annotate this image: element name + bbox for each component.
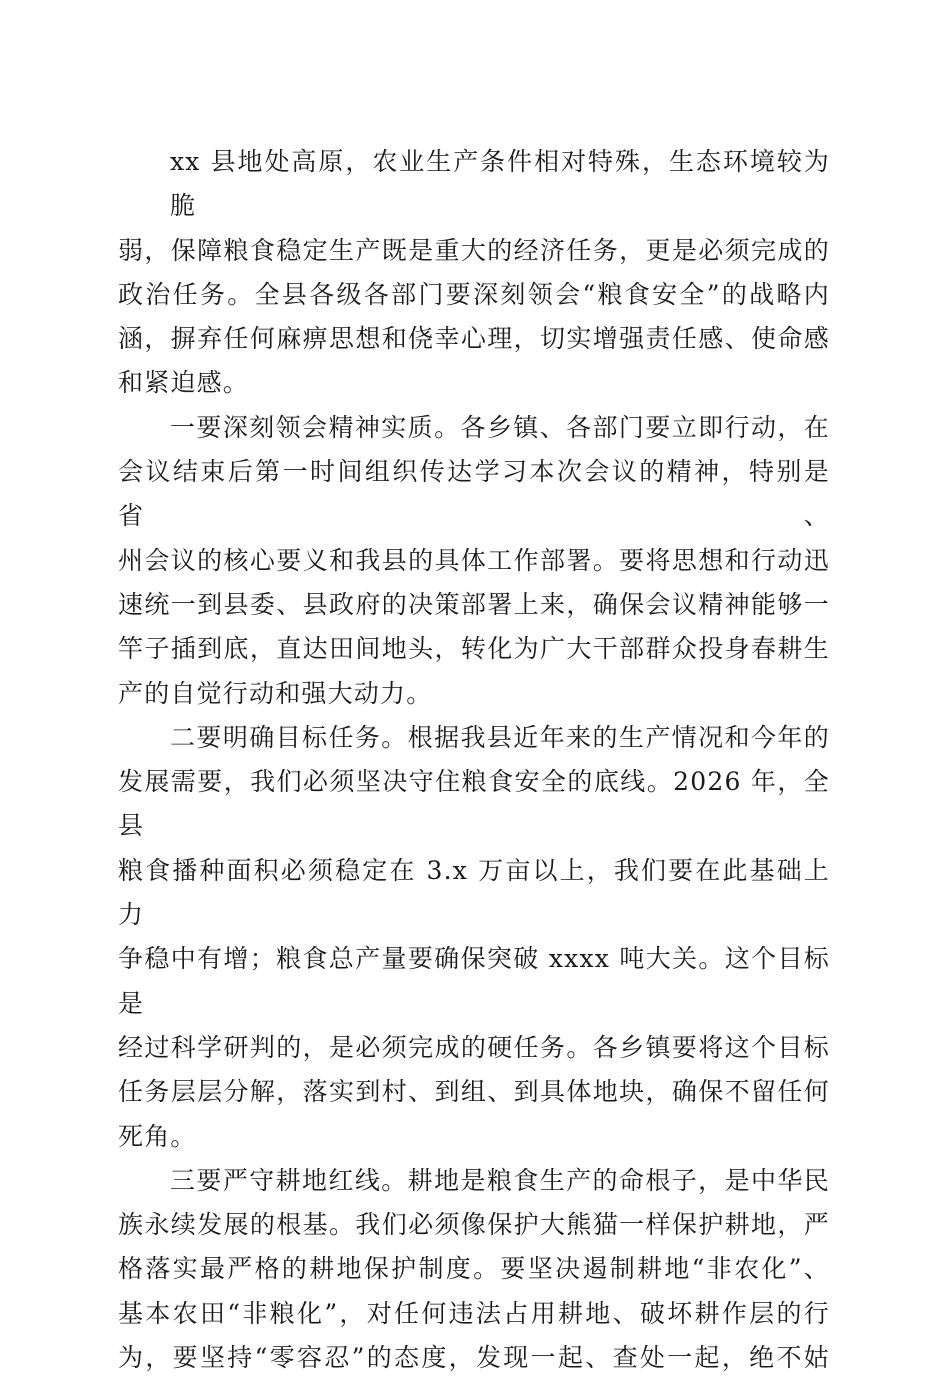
text-line: 为，要坚持“零容忍”的态度，发现一起、查处一起，绝不姑 [118, 1343, 830, 1373]
paragraph-point-three [118, 1159, 830, 1380]
text-line: 州会议的核心要义和我县的具体工作部署。要将思想和行动迅 [118, 545, 830, 575]
text-line: 格落实最严格的耕地保护制度。要坚决遏制耕地“非农化”、 [118, 1254, 830, 1284]
text-line: 任务层层分解，落实到村、到组、到具体地块，确保不留任何 [118, 1077, 830, 1107]
text-line: 竿子插到底，直达田间地头，转化为广大干部群众投身春耕生 [118, 634, 830, 664]
document-body [118, 140, 830, 1380]
text-line: 族永续发展的根基。我们必须像保护大熊猫一样保护耕地，严 [118, 1210, 830, 1240]
text-line: 会议结束后第一时间组织传达学习本次会议的精神，特别是省、 [118, 457, 830, 531]
text-line: 基本农田“非粮化”，对任何违法占用耕地、破坏耕作层的行 [118, 1298, 830, 1328]
paragraph-point-one [118, 406, 830, 716]
text-line: 三要严守耕地红线。耕地是粮食生产的命根子，是中华民 [170, 1165, 830, 1195]
paragraph-intro [118, 140, 830, 406]
text-line: 一要深刻领会精神实质。各乡镇、各部门要立即行动，在 [170, 412, 830, 442]
text-line: xx 县地处高原，农业生产条件相对特殊，生态环境较为脆 [170, 147, 830, 221]
text-line: 速统一到县委、县政府的决策部署上来，确保会议精神能够一 [118, 589, 830, 619]
text-line: 弱，保障粮食稳定生产既是重大的经济任务，更是必须完成的 [118, 235, 830, 265]
text-line: 政治任务。全县各级各部门要深刻领会“粮食安全”的战略内 [118, 279, 830, 309]
text-line: 争稳中有增；粮食总产量要确保突破 xxxx 吨大关。这个目标是 [118, 944, 830, 1018]
text-line: 经过科学研判的，是必须完成的硬任务。各乡镇要将这个目标 [118, 1032, 830, 1062]
text-line: 和紧迫感。 [118, 368, 250, 398]
text-line: 二要明确目标任务。根据我县近年来的生产情况和今年的 [170, 722, 830, 752]
paragraph-point-two [118, 716, 830, 1159]
text-line: 涵，摒弃任何麻痹思想和侥幸心理，切实增强责任感、使命感 [118, 324, 830, 354]
text-line: 死角。 [118, 1121, 197, 1151]
text-line: 产的自觉行动和强大动力。 [118, 678, 433, 708]
text-line: 发展需要，我们必须坚决守住粮食安全的底线。2026 年，全县 [118, 767, 830, 841]
text-line: 粮食播种面积必须稳定在 3.x 万亩以上，我们要在此基础上力 [118, 855, 830, 930]
